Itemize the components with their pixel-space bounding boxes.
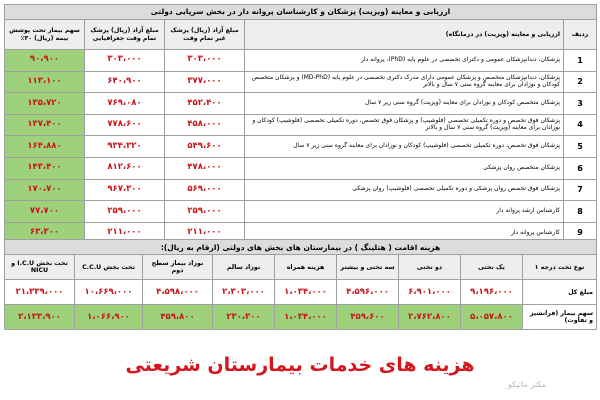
row-description: پزشکان، دندانپزشکان عمومی و دکترای تخصصی در علوم پایه (PhD)، پروانه دار xyxy=(245,50,564,72)
header-gov-fee: مبلغ آزاد (ریال) پزشک غیر تمام وقت xyxy=(165,20,245,50)
insurance-share-cell: ۹۰،۹۰۰ xyxy=(5,50,85,72)
header-triple-bed: سه تختی و بیشتر xyxy=(337,255,399,280)
fulltime-fee-cell: ۹۳۴،۳۲۰ xyxy=(85,136,165,158)
row-number: 2 xyxy=(564,71,597,93)
fulltime-fee-cell: ۷۷۸،۶۰۰ xyxy=(85,114,165,136)
fulltime-fee-cell: ۲۵۹،۰۰۰ xyxy=(85,201,165,223)
value-cell: ۴،۵۹۶،۰۰۰ xyxy=(337,280,399,305)
gov-fee-cell: ۲۵۹،۰۰۰ xyxy=(165,201,245,223)
table-row xyxy=(5,114,597,136)
table-row xyxy=(5,136,597,158)
value-cell: ۹،۱۹۶،۰۰۰ xyxy=(461,280,523,305)
value-cell: ۲،۷۶۲،۸۰۰ xyxy=(399,305,461,330)
header-row-number: ردیف xyxy=(564,20,597,50)
gov-fee-cell: ۲۱۱،۰۰۰ xyxy=(165,222,245,244)
header-icu-bed: تخت بخش I.C.U و NICU xyxy=(5,255,75,280)
value-cell: ۱،۰۳۴،۰۰۰ xyxy=(275,280,337,305)
table-row xyxy=(5,71,597,93)
fulltime-fee-cell: ۸۱۲،۶۰۰ xyxy=(85,157,165,179)
table-row xyxy=(5,280,597,305)
insurance-share-cell: ۱۶۴،۸۸۰ xyxy=(5,136,85,158)
row-number: 1 xyxy=(564,50,597,72)
value-cell: ۱،۰۶۶،۹۰۰ xyxy=(75,305,143,330)
table-row xyxy=(5,93,597,115)
value-cell: ۴۵۹،۶۰۰ xyxy=(337,305,399,330)
hoteling-table xyxy=(4,239,597,330)
row-description: پزشکان متخصص کودکان و نوزادان برای معاینه (ویزیت) گروه سنی زیر ۷ سال xyxy=(245,93,564,115)
table-row xyxy=(5,50,597,72)
value-cell: ۲۳۰،۳۰۰ xyxy=(213,305,275,330)
table-row xyxy=(5,305,597,330)
row-description: پزشکان متخصص روان پزشکی xyxy=(245,157,564,179)
insurance-share-cell: ۱۴۳،۴۰۰ xyxy=(5,157,85,179)
value-cell: ۱،۰۳۴،۰۰۰ xyxy=(275,305,337,330)
gov-fee-cell: ۴۵۲،۴۰۰ xyxy=(165,93,245,115)
value-cell: ۱۰،۶۶۹،۰۰۰ xyxy=(75,280,143,305)
header-single-bed: یک تختی xyxy=(461,255,523,280)
hoteling-table-title: هزینه اقامت ( هتلینگ ) در بیمارستان های بخش های دولتی (ارقام به ریال): xyxy=(5,240,597,255)
fulltime-fee-cell: ۳۰۳،۰۰۰ xyxy=(85,50,165,72)
table-row xyxy=(5,201,597,223)
gov-fee-cell: ۴۷۸،۰۰۰ xyxy=(165,157,245,179)
row-description: پزشکان فوق تخصص روان پزشکی و دوره تکمیلی تخصصی (فلوشیپ) روان پزشکی xyxy=(245,179,564,201)
row-description: پزشکان فوق تخصص، دوره تکمیلی تخصصی (فلوشیپ) کودکان و نوزادان برای معاینه گروه سنی زیر ۷ سال xyxy=(245,136,564,158)
insurance-share-cell: ۱۷۰،۷۰۰ xyxy=(5,179,85,201)
table-row xyxy=(5,179,597,201)
value-cell: ۵،۰۵۷،۸۰۰ xyxy=(461,305,523,330)
visit-table-title: ارزیابی و معاینه (ویزیت) پزشکان و کارشناسان پروانه دار در بخش سرپایی دولتی xyxy=(5,5,597,20)
header-companion: هزینه همراه xyxy=(275,255,337,280)
header-bed-type: نوع تخت درجه ۱ xyxy=(523,255,597,280)
insurance-share-cell: ۱۳۷،۴۰۰ xyxy=(5,114,85,136)
row-description: پزشکان، دندانپزشکان متخصص و پزشکان عمومی دارای مدرک دکتری تخصصی در علوم پایه (MD-PhD) و پزشکان متخصص کودکان و نوزادان برای معاینه گروه سنی ۷ سال و بالاتر xyxy=(245,71,564,93)
value-cell: ۲،۱۳۳،۹۰۰ xyxy=(5,305,75,330)
row-number: 8 xyxy=(564,201,597,223)
value-cell: ۲،۳۰۳،۰۰۰ xyxy=(213,280,275,305)
visit-fees-table xyxy=(4,4,597,244)
value-cell: ۴۵۹،۸۰۰ xyxy=(143,305,213,330)
insurance-share-cell: ۶۳،۳۰۰ xyxy=(5,222,85,244)
header-ccu-bed: تخت بخش C.C.U xyxy=(75,255,143,280)
insurance-share-cell: ۱۱۳،۱۰۰ xyxy=(5,71,85,93)
row-label: سهم بیمار (فرانشیز و تفاوت) xyxy=(523,305,597,330)
header-fulltime-fee: مبلغ آزاد (ریال) پزشک تمام وقت جغرافیایی xyxy=(85,20,165,50)
watermark: مکثر ماتیکو xyxy=(508,380,546,389)
value-cell: ۶،۹۰۱،۰۰۰ xyxy=(399,280,461,305)
insurance-share-cell: ۱۳۵،۷۲۰ xyxy=(5,93,85,115)
gov-fee-cell: ۵۴۹،۶۰۰ xyxy=(165,136,245,158)
row-number: 4 xyxy=(564,114,597,136)
row-label: مبلغ کل xyxy=(523,280,597,305)
row-description: پزشکان فوق تخصص و دوره تکمیلی تخصصی (فلوشیپ) و پزشکان فوق تخصص، دوره تکمیلی تخصصی (فلوشیپ) کودکان و نوزادان برای معاینه (ویزیت) گروه سنی ۷ سال و بالاتر xyxy=(245,114,564,136)
row-number: 5 xyxy=(564,136,597,158)
row-number: 7 xyxy=(564,179,597,201)
gov-fee-cell: ۳۷۷،۰۰۰ xyxy=(165,71,245,93)
header-double-bed: دو تختی xyxy=(399,255,461,280)
page-caption: هزینه های خدمات بیمارستان شریعتی xyxy=(125,354,475,376)
gov-fee-cell: ۴۵۸،۰۰۰ xyxy=(165,114,245,136)
row-description: کارشناس ارشد پروانه دار xyxy=(245,201,564,223)
value-cell: ۲۱،۳۳۹،۰۰۰ xyxy=(5,280,75,305)
fulltime-fee-cell: ۹۶۷،۳۰۰ xyxy=(85,179,165,201)
row-number: 3 xyxy=(564,93,597,115)
value-cell: ۴،۵۹۸،۰۰۰ xyxy=(143,280,213,305)
gov-fee-cell: ۳۰۳،۰۰۰ xyxy=(165,50,245,72)
row-number: 6 xyxy=(564,157,597,179)
row-number: 9 xyxy=(564,222,597,244)
fulltime-fee-cell: ۷۶۹،۰۸۰ xyxy=(85,93,165,115)
header-sick-newborn: نوزاد بیمار سطح دوم xyxy=(143,255,213,280)
header-description: ارزیابی و معاینه (ویزیت) در درمانگاه) xyxy=(245,20,564,50)
fulltime-fee-cell: ۲۱۱،۰۰۰ xyxy=(85,222,165,244)
row-description: کارشناس پروانه دار xyxy=(245,222,564,244)
table-row xyxy=(5,157,597,179)
gov-fee-cell: ۵۶۹،۰۰۰ xyxy=(165,179,245,201)
header-healthy-newborn: نوزاد سالم xyxy=(213,255,275,280)
header-insurance-share: سهم بیمار تحت پوشش بیمه (ریال) ۳۰٪ xyxy=(5,20,85,50)
fulltime-fee-cell: ۶۴۰،۹۰۰ xyxy=(85,71,165,93)
insurance-share-cell: ۷۷،۷۰۰ xyxy=(5,201,85,223)
